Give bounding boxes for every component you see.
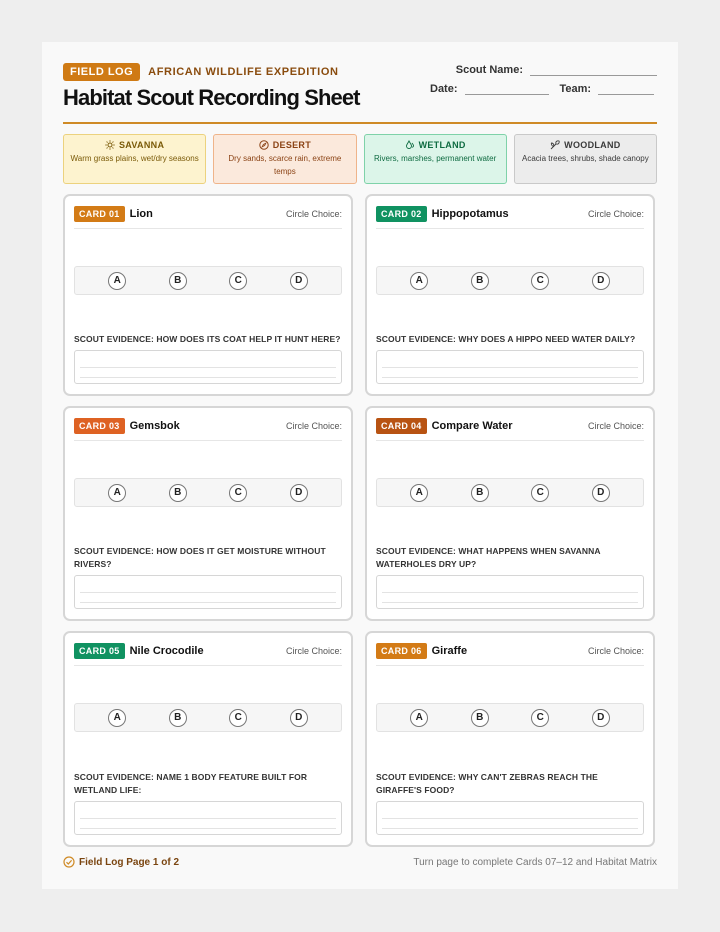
choice-c[interactable]: C [229, 484, 247, 502]
answer-choices [74, 478, 342, 507]
habitat-woodland [514, 134, 657, 184]
header [63, 63, 657, 124]
choice-d[interactable]: D [592, 272, 610, 290]
circle-choice-label: Circle Choice: [285, 646, 342, 656]
card-03 [63, 406, 353, 621]
card-divider [74, 228, 342, 229]
habitat-desc: Warm grass plains, wet/dry seasons [70, 154, 199, 163]
card-divider [74, 665, 342, 666]
habitat-name: WETLAND [418, 140, 466, 150]
scout-evidence-prompt: SCOUT EVIDENCE: NAME 1 BODY FEATURE BUILT FOR WETLAND LIFE: [74, 772, 308, 795]
card-tag: CARD 06 [376, 643, 427, 659]
habitat-desc: Rivers, marshes, permanent water [373, 154, 497, 163]
scout-name-label: Scout Name: [455, 64, 523, 76]
card-06 [365, 631, 655, 847]
choice-d[interactable]: D [290, 484, 308, 502]
card-divider [376, 228, 644, 229]
choice-a[interactable]: A [108, 709, 126, 727]
date-label: Date: [430, 83, 458, 95]
choice-d[interactable]: D [592, 709, 610, 727]
choice-a[interactable]: A [108, 272, 126, 290]
scout-evidence-prompt: SCOUT EVIDENCE: HOW DOES IT GET MOISTURE WITHOUT RIVERS? [74, 546, 326, 569]
card-animal-name: Lion [129, 208, 153, 220]
worksheet-page [42, 42, 678, 889]
scout-evidence-prompt: SCOUT EVIDENCE: HOW DOES ITS COAT HELP IT HUNT HERE? [74, 334, 341, 344]
circle-choice-label: Circle Choice: [285, 209, 342, 219]
choice-b[interactable]: B [169, 709, 187, 727]
habitat-desc: Dry sands, scarce rain, extreme temps [228, 154, 342, 176]
habitat-legend [63, 134, 657, 184]
card-animal-name: Nile Crocodile [129, 645, 204, 657]
choice-d[interactable]: D [290, 709, 308, 727]
habitat-name: SAVANNA [118, 140, 165, 150]
answer-choices [376, 478, 644, 507]
card-04 [365, 406, 655, 621]
field-log-tag: FIELD LOG [63, 63, 140, 81]
evidence-answer-box[interactable] [74, 575, 342, 609]
choice-c[interactable]: C [531, 484, 549, 502]
leaves-icon [550, 140, 560, 150]
scout-evidence-prompt: SCOUT EVIDENCE: WHY DOES A HIPPO NEED WATER DAILY? [376, 334, 636, 344]
habitat-name: DESERT [272, 140, 312, 150]
header-divider [63, 122, 657, 124]
card-02 [365, 194, 655, 396]
footer-page-label: Field Log Page 1 of 2 [79, 856, 180, 868]
habitat-name: WOODLAND [564, 140, 621, 150]
choice-b[interactable]: B [471, 272, 489, 290]
check-circle-icon [63, 856, 75, 868]
water-drop-icon [405, 140, 415, 150]
choice-a[interactable]: A [410, 709, 428, 727]
circle-choice-label: Circle Choice: [587, 646, 644, 656]
choice-b[interactable]: B [169, 484, 187, 502]
footer-note: Turn page to complete Cards 07–12 and Habitat Matrix [413, 856, 657, 868]
choice-b[interactable]: B [169, 272, 187, 290]
card-05 [63, 631, 353, 847]
choice-c[interactable]: C [229, 709, 247, 727]
habitat-desert [213, 134, 356, 184]
team-label: Team: [559, 83, 592, 95]
answer-choices [74, 703, 342, 732]
evidence-answer-box[interactable] [74, 801, 342, 835]
scout-name-input-line[interactable] [530, 66, 657, 76]
card-01 [63, 194, 353, 396]
card-divider [376, 440, 644, 441]
scout-evidence-prompt: SCOUT EVIDENCE: WHAT HAPPENS WHEN SAVANNA WATERHOLES DRY UP? [376, 546, 601, 569]
page-title: Habitat Scout Recording Sheet [63, 85, 360, 110]
footer-page-indicator [63, 856, 179, 868]
choice-d[interactable]: D [592, 484, 610, 502]
date-team-row [430, 83, 654, 95]
sun-icon [105, 140, 115, 150]
evidence-answer-box[interactable] [74, 350, 342, 384]
choice-b[interactable]: B [471, 484, 489, 502]
choice-b[interactable]: B [471, 709, 489, 727]
choice-a[interactable]: A [410, 484, 428, 502]
card-animal-name: Compare Water [431, 420, 513, 432]
card-divider [74, 440, 342, 441]
scout-name-field [456, 64, 657, 76]
card-tag: CARD 01 [74, 206, 125, 222]
card-animal-name: Gemsbok [129, 420, 180, 432]
habitat-desc: Acacia trees, shrubs, shade canopy [522, 154, 649, 163]
evidence-answer-box[interactable] [376, 575, 644, 609]
choice-c[interactable]: C [531, 272, 549, 290]
choice-a[interactable]: A [410, 272, 428, 290]
answer-choices [376, 703, 644, 732]
card-divider [376, 665, 644, 666]
scout-evidence-prompt: SCOUT EVIDENCE: WHY CAN'T ZEBRAS REACH THE GIRAFFE'S FOOD? [376, 772, 598, 795]
card-tag: CARD 02 [376, 206, 427, 222]
answer-choices [376, 266, 644, 295]
choice-d[interactable]: D [290, 272, 308, 290]
date-input-line[interactable] [465, 85, 549, 95]
evidence-answer-box[interactable] [376, 350, 644, 384]
evidence-answer-box[interactable] [376, 801, 644, 835]
footer [63, 855, 657, 869]
choice-c[interactable]: C [531, 709, 549, 727]
compass-icon [259, 140, 269, 150]
expedition-label: AFRICAN WILDLIFE EXPEDITION [148, 66, 339, 78]
choice-c[interactable]: C [229, 272, 247, 290]
card-tag: CARD 03 [74, 418, 125, 434]
team-input-line[interactable] [598, 85, 654, 95]
circle-choice-label: Circle Choice: [285, 421, 342, 431]
habitat-savanna [63, 134, 206, 184]
card-animal-name: Giraffe [431, 645, 468, 657]
habitat-wetland [364, 134, 507, 184]
card-animal-name: Hippopotamus [431, 208, 509, 220]
header-tag-row [63, 63, 339, 81]
card-tag: CARD 04 [376, 418, 427, 434]
card-tag: CARD 05 [74, 643, 125, 659]
circle-choice-label: Circle Choice: [587, 421, 644, 431]
circle-choice-label: Circle Choice: [587, 209, 644, 219]
choice-a[interactable]: A [108, 484, 126, 502]
answer-choices [74, 266, 342, 295]
